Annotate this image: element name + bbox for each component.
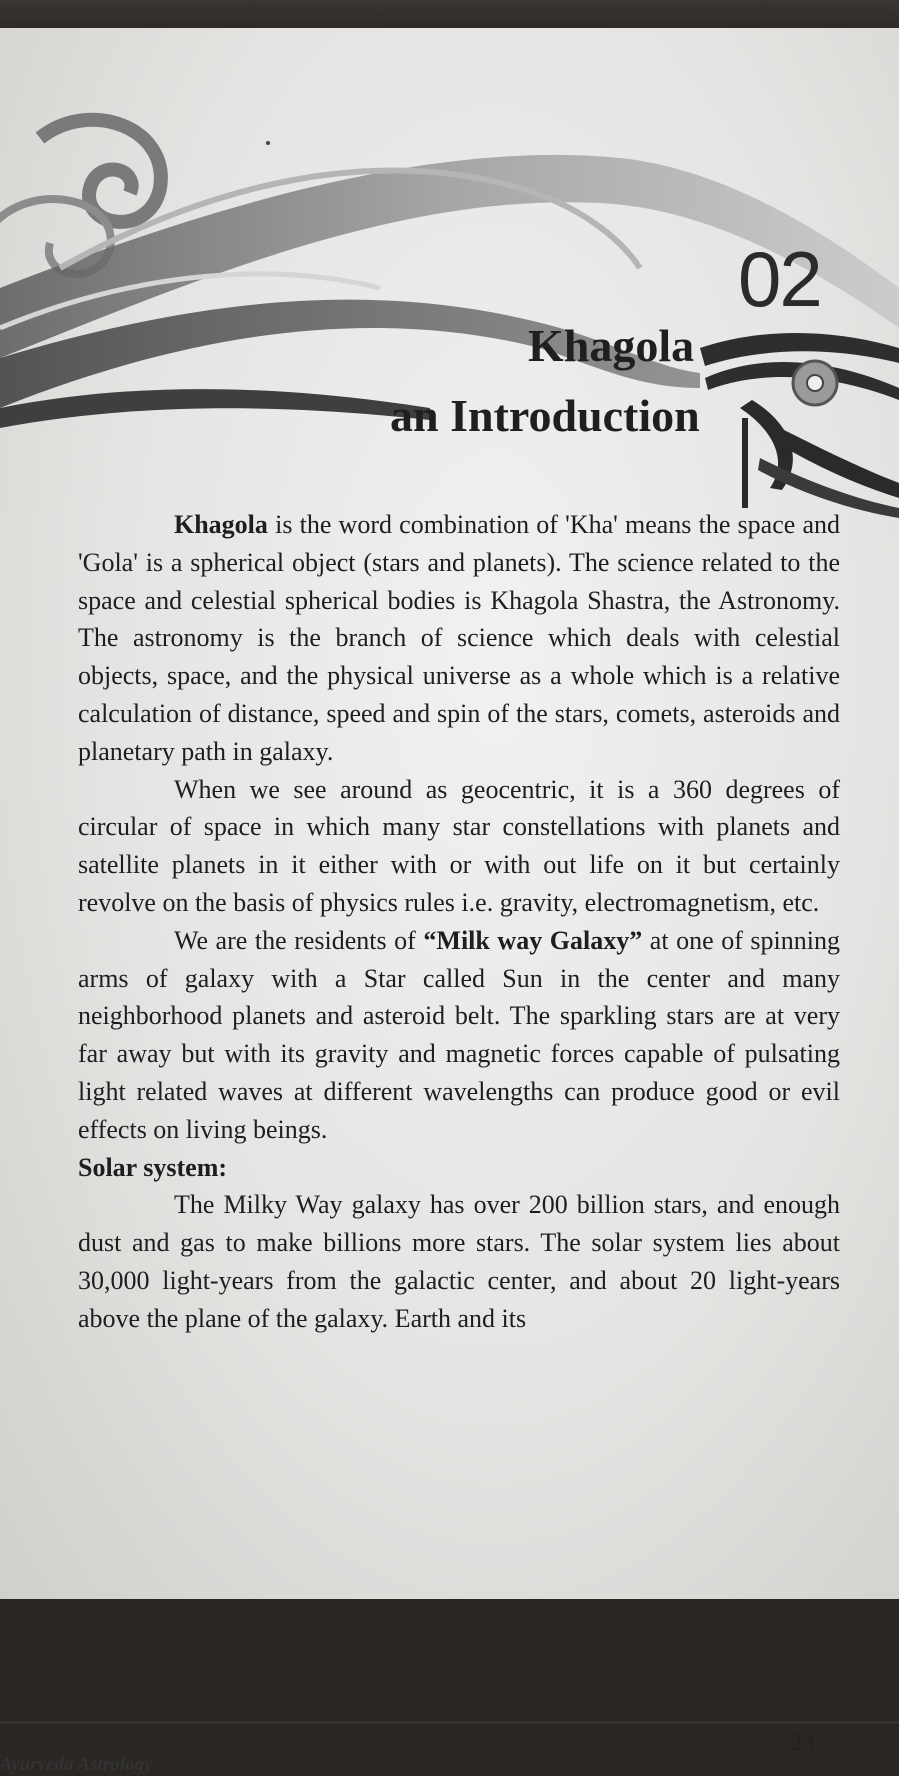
footer-rule	[0, 1721, 899, 1724]
paragraph-1: Khagola is the word combination of 'Kha' means the space and 'Gola' is a spherical object (stars and planets). The science related to the space and celestial spherical bodies is Khagola Shastra, the Astronomy. The astronomy is the branch of science which deals with celestial objects, space, and the physical universe as a whole which is a relative calculation of distance, speed and spin of the stars, comets, asteroids and planetary path in galaxy.	[78, 510, 840, 766]
chapter-title-line-1: Khagola	[528, 320, 695, 371]
book-page	[0, 28, 899, 1775]
book-title: Ayurveda Astrology	[0, 1754, 153, 1775]
chapter-title-line-2: an Introduction	[390, 390, 700, 441]
section-heading: Solar system:	[78, 1152, 228, 1182]
paragraph-2: When we see around as geocentric, it is a 360 degrees of circular of space in which many star constellations with planets and satellite planets in it either with or with out life on it but certainly revolve on the basis of physics rules i.e. gravity, electromagnetism, etc.	[78, 774, 840, 917]
chapter-number: 02	[738, 235, 821, 323]
paragraph-4: The Milky Way galaxy has over 200 billion stars, and enough dust and gas to make billions more stars. The solar system lies about 30,000 light-years from the galactic center, and about 20 light-years above the plane of the galaxy. Earth and its	[78, 1190, 840, 1333]
paragraph-3: We are the residents of “Milk way Galaxy” at one of spinning arms of galaxy with a Star called Sun in the center and many neighborhood planets and asteroid belt. The sparkling stars are at very far away but with its gravity and magnetic forces capable of pulsating light related waves at different wavelengths can produce good or evil effects on living beings.	[78, 925, 841, 1144]
term-khagola: Khagola	[174, 510, 268, 539]
term-milky-way: “Milk way Galaxy”	[423, 925, 643, 955]
body-text	[78, 506, 840, 1338]
page-number: 23	[790, 1730, 814, 1756]
